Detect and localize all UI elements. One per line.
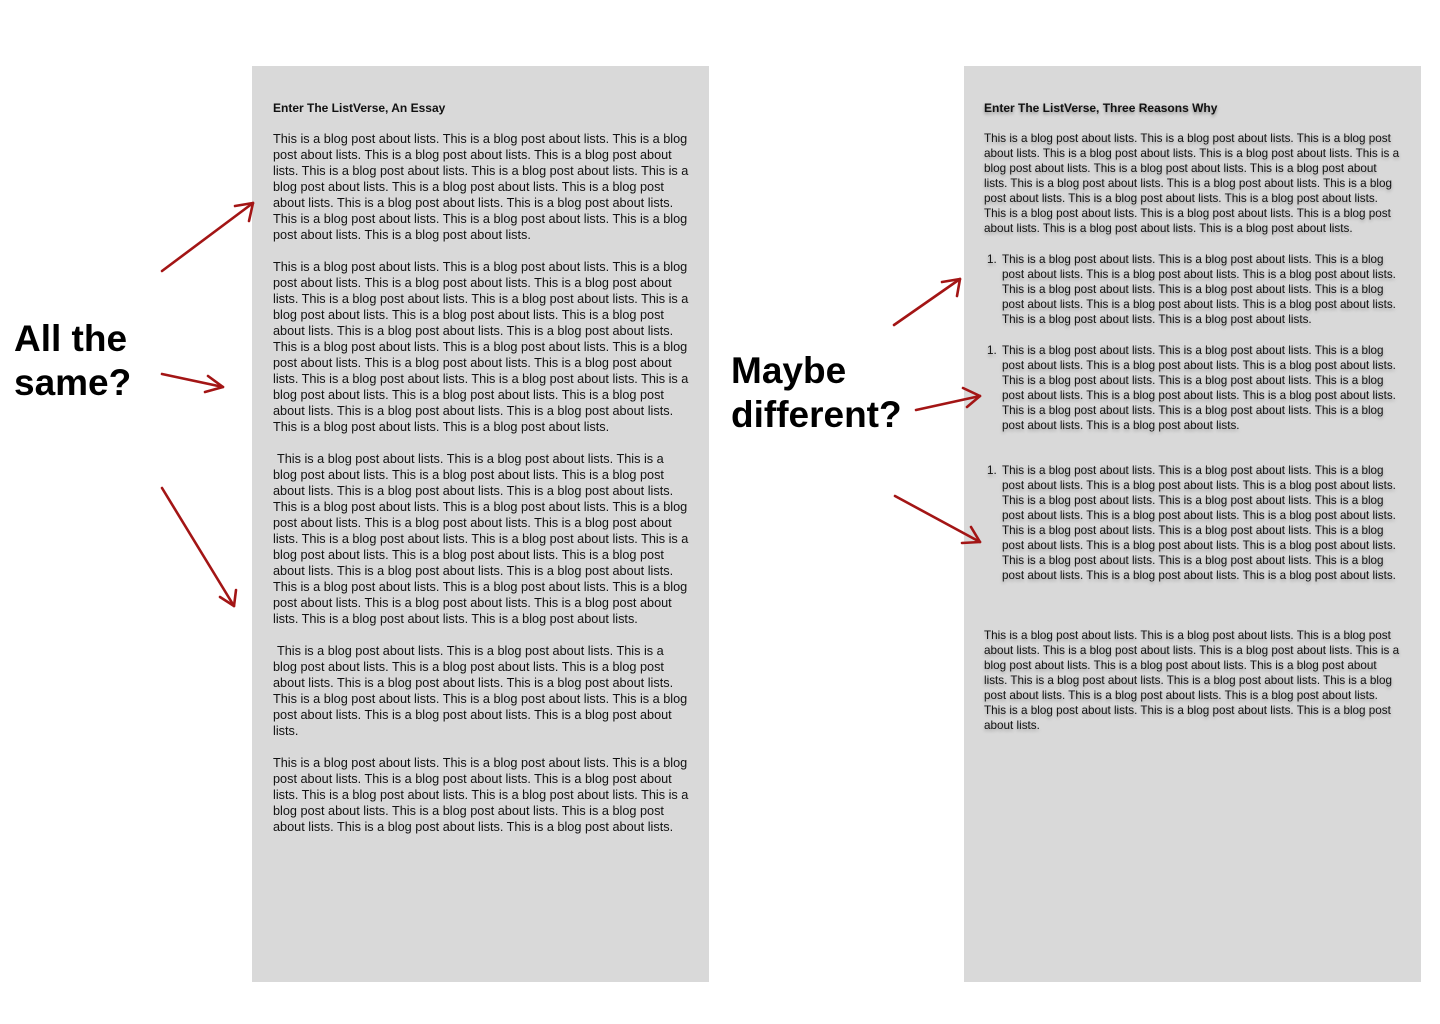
arrow-to-paragraph-2 [162, 374, 223, 392]
essay-paragraph-5: This is a blog post about lists. This is a blog post about lists. This is a blog post about lists. This is a blog post about lists. This is a blog post about lists. This is a blog post about lists. This is a blog post about lists. This is a blog post about lists. This is a blog post about lists. This is a blog post about lists. This is a blog post about lists. This is a blog post about lists. [273, 756, 689, 834]
callout-maybe-different: Maybe different? [731, 350, 902, 435]
essay-title: Enter The ListVerse, An Essay [273, 101, 446, 115]
essay-paragraph-1: This is a blog post about lists. This is a blog post about lists. This is a blog post about lists. This is a blog post about lists. This is a blog post about lists. This is a blog post about lists. This is a blog post about lists. This is a blog post about lists. This is a blog post about lists. This is a blog post about lists. This is a blog post about lists. This is a blog post about lists. This is a blog post about lists. This is a blog post about lists. This is a blog post about lists. This is a blog post about lists. [273, 132, 689, 242]
list-doc-outro-paragraph: This is a blog post about lists. This is a blog post about lists. This is a blog post about lists. This is a blog post about lists. This is a blog post about lists. This is a blog post about lists. This is a blog post about lists. This is a blog post about lists. This is a blog post about lists. This is a blog post about lists. This is a blog post about lists. This is a blog post about lists. This is a blog post about lists. This is a blog post about lists. This is a blog post about lists. This is a blog post about lists. [984, 629, 1400, 732]
list-doc-title: Enter The ListVerse, Three Reasons Why [984, 101, 1218, 115]
arrow-to-paragraph-3 [162, 488, 236, 606]
list-document-panel [964, 66, 1421, 982]
numbered-list-item [987, 463, 1403, 583]
list-item-text: This is a blog post about lists. This is a blog post about lists. This is a blog post about lists. This is a blog post about lists. This is a blog post about lists. This is a blog post about lists. This is a blog post about lists. This is a blog post about lists. This is a blog post about lists. This is a blog post about lists. This is a blog post about lists. This is a blog post about lists. This is a blog post about lists. This is a blog post about lists. This is a blog post about lists. This is a blog post about lists. This is a blog post about lists. This is a blog post about lists. This is a blog post about lists. This is a blog post about lists. [1002, 464, 1396, 582]
essay-paragraph-3: This is a blog post about lists. This is a blog post about lists. This is a blog post about lists. This is a blog post about lists. This is a blog post about lists. This is a blog post about lists. This is a blog post about lists. This is a blog post about lists. This is a blog post about lists. This is a blog post about lists. This is a blog post about lists. This is a blog post about lists. This is a blog post about lists. This is a blog post about lists. This is a blog post about lists. This is a blog post about lists. This is a blog post about lists. This is a blog post about lists. This is a blog post about lists. This is a blog post about lists. This is a blog post about lists. This is a blog post about lists. This is a blog post about lists. This is a blog post about lists. This is a blog post about lists. This is a blog post about lists. [273, 452, 689, 626]
callout-all-the-same: All the same? [14, 318, 132, 403]
arrow-to-paragraph-1 [162, 203, 253, 271]
list-item-number: 1. [987, 253, 997, 266]
essay-paragraph-2: This is a blog post about lists. This is a blog post about lists. This is a blog post about lists. This is a blog post about lists. This is a blog post about lists. This is a blog post about lists. This is a blog post about lists. This is a blog post about lists. This is a blog post about lists. This is a blog post about lists. This is a blog post about lists. This is a blog post about lists. This is a blog post about lists. This is a blog post about lists. This is a blog post about lists. This is a blog post about lists. This is a blog post about lists. This is a blog post about lists. This is a blog post about lists. This is a blog post about lists. This is a blog post about lists. This is a blog post about lists. This is a blog post about lists. This is a blog post about lists. This is a blog post about lists. This is a blog post about lists. [273, 260, 689, 434]
essay-document-panel [252, 66, 709, 982]
list-item-number: 1. [987, 464, 997, 477]
list-item-text: This is a blog post about lists. This is a blog post about lists. This is a blog post about lists. This is a blog post about lists. This is a blog post about lists. This is a blog post about lists. This is a blog post about lists. This is a blog post about lists. This is a blog post about lists. This is a blog post about lists. This is a blog post about lists. This is a blog post about lists. This is a blog post about lists. This is a blog post about lists. [1002, 344, 1396, 432]
numbered-list-item [987, 343, 1403, 433]
arrow-to-list-item-1 [894, 279, 960, 325]
essay-paragraph-4: This is a blog post about lists. This is a blog post about lists. This is a blog post about lists. This is a blog post about lists. This is a blog post about lists. This is a blog post about lists. This is a blog post about lists. This is a blog post about lists. This is a blog post about lists. This is a blog post about lists. This is a blog post about lists. This is a blog post about lists. [273, 644, 688, 738]
list-item-text: This is a blog post about lists. This is a blog post about lists. This is a blog post about lists. This is a blog post about lists. This is a blog post about lists. This is a blog post about lists. This is a blog post about lists. This is a blog post about lists. This is a blog post about lists. This is a blog post about lists. This is a blog post about lists. This is a blog post about lists. [1002, 253, 1396, 326]
numbered-list-item [987, 252, 1403, 327]
list-item-number: 1. [987, 344, 997, 357]
list-doc-intro-paragraph: This is a blog post about lists. This is a blog post about lists. This is a blog post about lists. This is a blog post about lists. This is a blog post about lists. This is a blog post about lists. This is a blog post about lists. This is a blog post about lists. This is a blog post about lists. This is a blog post about lists. This is a blog post about lists. This is a blog post about lists. This is a blog post about lists. This is a blog post about lists. This is a blog post about lists. This is a blog post about lists. This is a blog post about lists. This is a blog post about lists. [984, 132, 1400, 235]
